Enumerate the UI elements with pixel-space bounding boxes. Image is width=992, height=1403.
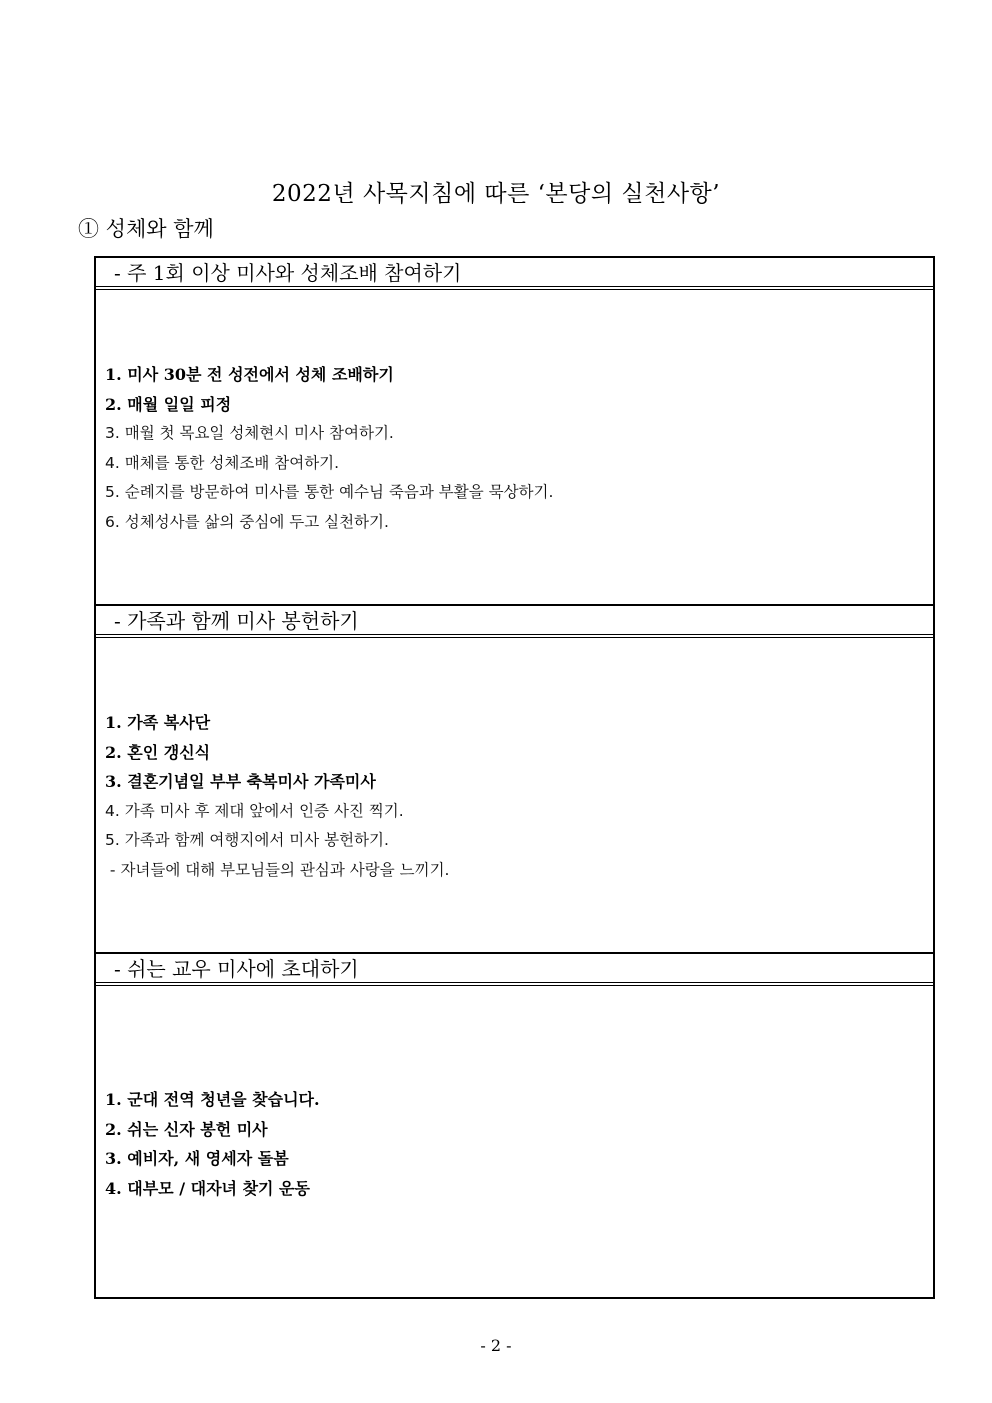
list-item: 5. 순례지를 방문하여 미사를 통한 예수님 죽음과 부활을 묵상하기. xyxy=(105,483,554,501)
list-item: 1. 가족 복사단 xyxy=(105,713,211,732)
list-item: 2. 쉬는 신자 봉헌 미사 xyxy=(105,1119,268,1139)
list-item: 4. 매체를 통한 성체조배 참여하기. xyxy=(105,453,340,472)
page-number: - 2 - xyxy=(480,1336,512,1355)
list-item: 2. 혼인 갱신식 xyxy=(105,742,211,762)
list-item: 6. 성체성사를 삶의 중심에 두고 실천하기. xyxy=(105,512,389,531)
list-item: 4. 가족 미사 후 제대 앞에서 인증 사진 찍기. xyxy=(105,801,404,820)
document-title: 2022년 사목지침에 따른 ‘본당의 실천사항’ xyxy=(271,181,721,207)
list-item: 3. 결혼기념일 부부 축복미사 가족미사 xyxy=(105,772,376,791)
list-item: 3. 예비자, 새 영세자 돌봄 xyxy=(105,1149,289,1168)
subheading-invite-inactive: - 쉬는 교우 미사에 초대하기 xyxy=(96,954,933,986)
list-item: 5. 가족과 함께 여행지에서 미사 봉헌하기. xyxy=(105,831,389,849)
list-item: 1. 미사 30분 전 성전에서 성체 조배하기 xyxy=(105,365,394,384)
list-item: - 자녀들에 대해 부모님들의 관심과 사랑을 느끼기. xyxy=(105,860,450,879)
section-heading: ① 성체와 함께 xyxy=(78,217,214,241)
subheading-mass-adoration: - 주 1회 이상 미사와 성체조배 참여하기 xyxy=(96,258,933,290)
section-3-list xyxy=(105,1085,925,1203)
list-item: 2. 매월 일일 피정 xyxy=(105,394,232,414)
list-item: 4. 대부모 / 대자녀 찾기 운동 xyxy=(105,1178,310,1198)
subheading-family-mass: - 가족과 함께 미사 봉헌하기 xyxy=(96,606,933,638)
section-1-list xyxy=(105,360,925,537)
list-item: 3. 매월 첫 목요일 성체현시 미사 참여하기. xyxy=(105,424,394,442)
section-2-list xyxy=(105,708,925,885)
list-item: 1. 군대 전역 청년을 찾습니다. xyxy=(105,1090,320,1109)
practice-table xyxy=(94,256,935,1299)
